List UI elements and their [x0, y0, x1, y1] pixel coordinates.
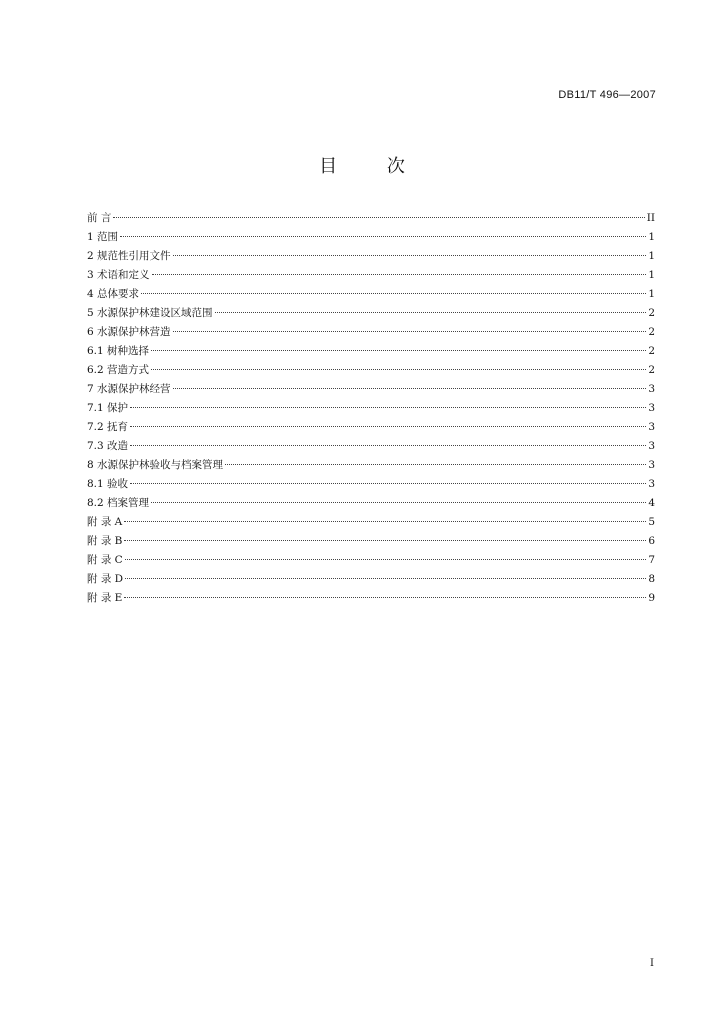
toc-entry[interactable] [87, 266, 655, 285]
toc-dot-leader [151, 349, 646, 351]
toc-entry[interactable] [87, 475, 655, 494]
toc-entry[interactable] [87, 532, 655, 551]
table-of-contents [87, 209, 655, 608]
toc-entry-page: 7 [648, 554, 655, 566]
toc-entry[interactable] [87, 209, 655, 228]
toc-dot-leader [151, 501, 646, 503]
toc-entry-label: 附 录 D [87, 573, 124, 585]
toc-entry-page: 1 [648, 231, 655, 243]
toc-entry-page: 3 [648, 440, 655, 452]
toc-entry-label: 2 规范性引用文件 [87, 250, 171, 262]
toc-entry[interactable] [87, 285, 655, 304]
toc-entry[interactable] [87, 456, 655, 475]
toc-dot-leader [130, 444, 646, 446]
toc-entry-page: II [646, 212, 655, 224]
toc-entry-page: 4 [648, 497, 655, 509]
toc-entry[interactable] [87, 342, 655, 361]
toc-entry[interactable] [87, 380, 655, 399]
toc-entry[interactable] [87, 437, 655, 456]
toc-entry-page: 6 [648, 535, 655, 547]
toc-dot-leader [125, 558, 647, 560]
toc-entry-page: 3 [648, 459, 655, 471]
toc-entry-label: 8 水源保护林验收与档案管理 [87, 459, 224, 471]
toc-dot-leader [225, 463, 646, 465]
toc-dot-leader [120, 235, 646, 237]
toc-entry-page: 3 [648, 402, 655, 414]
toc-dot-leader [152, 273, 647, 275]
toc-entry-label: 7 水源保护林经营 [87, 383, 171, 395]
toc-entry-page: 1 [648, 269, 655, 281]
toc-entry[interactable] [87, 551, 655, 570]
toc-entry-label: 7.1 保护 [87, 402, 129, 414]
toc-entry[interactable] [87, 589, 655, 608]
toc-dot-leader [151, 368, 646, 370]
toc-dot-leader [173, 330, 647, 332]
toc-entry-label: 前 言 [87, 212, 112, 224]
toc-dot-leader [130, 406, 646, 408]
toc-entry-label: 附 录 E [87, 592, 123, 604]
toc-entry[interactable] [87, 228, 655, 247]
toc-entry-page: 3 [648, 383, 655, 395]
toc-entry[interactable] [87, 399, 655, 418]
toc-entry-label: 3 术语和定义 [87, 269, 150, 281]
toc-entry-page: 2 [648, 326, 655, 338]
toc-entry-label: 8.2 档案管理 [87, 497, 150, 509]
toc-dot-leader [125, 577, 646, 579]
page-title: 目 次 [319, 156, 427, 177]
toc-entry-page: 3 [648, 478, 655, 490]
toc-entry-label: 附 录 A [87, 516, 123, 528]
toc-entry-page: 2 [648, 364, 655, 376]
toc-entry-label: 附 录 B [87, 535, 123, 547]
page-number: I [650, 958, 654, 969]
toc-dot-leader [173, 254, 647, 256]
toc-entry-page: 3 [648, 421, 655, 433]
toc-entry[interactable] [87, 494, 655, 513]
toc-entry-page: 1 [648, 288, 655, 300]
toc-dot-leader [215, 311, 647, 313]
toc-dot-leader [130, 425, 646, 427]
toc-entry-page: 8 [648, 573, 655, 585]
toc-entry-label: 7.2 抚育 [87, 421, 129, 433]
toc-dot-leader [124, 520, 646, 522]
toc-entry[interactable] [87, 570, 655, 589]
toc-entry[interactable] [87, 323, 655, 342]
toc-entry-page: 2 [648, 307, 655, 319]
toc-entry-label: 1 范围 [87, 231, 119, 243]
toc-entry-label: 7.3 改造 [87, 440, 129, 452]
toc-entry[interactable] [87, 247, 655, 266]
toc-entry[interactable] [87, 361, 655, 380]
toc-dot-leader [124, 539, 646, 541]
toc-entry-label: 8.1 验收 [87, 478, 129, 490]
toc-entry[interactable] [87, 304, 655, 323]
toc-dot-leader [113, 216, 644, 218]
toc-entry-page: 1 [648, 250, 655, 262]
toc-entry-label: 5 水源保护林建设区域范围 [87, 307, 213, 319]
toc-entry-label: 6.2 营造方式 [87, 364, 150, 376]
toc-dot-leader [130, 482, 646, 484]
toc-entry-page: 5 [648, 516, 655, 528]
toc-entry-label: 6 水源保护林营造 [87, 326, 171, 338]
toc-dot-leader [124, 596, 646, 598]
toc-entry[interactable] [87, 418, 655, 437]
document-code: DB11/T 496—2007 [558, 89, 656, 101]
toc-entry-label: 6.1 树种选择 [87, 345, 150, 357]
toc-entry-page: 9 [648, 592, 655, 604]
toc-entry-label: 4 总体要求 [87, 288, 140, 300]
toc-entry[interactable] [87, 513, 655, 532]
toc-dot-leader [141, 292, 646, 294]
toc-entry-label: 附 录 C [87, 554, 123, 566]
toc-dot-leader [173, 387, 647, 389]
toc-entry-page: 2 [648, 345, 655, 357]
